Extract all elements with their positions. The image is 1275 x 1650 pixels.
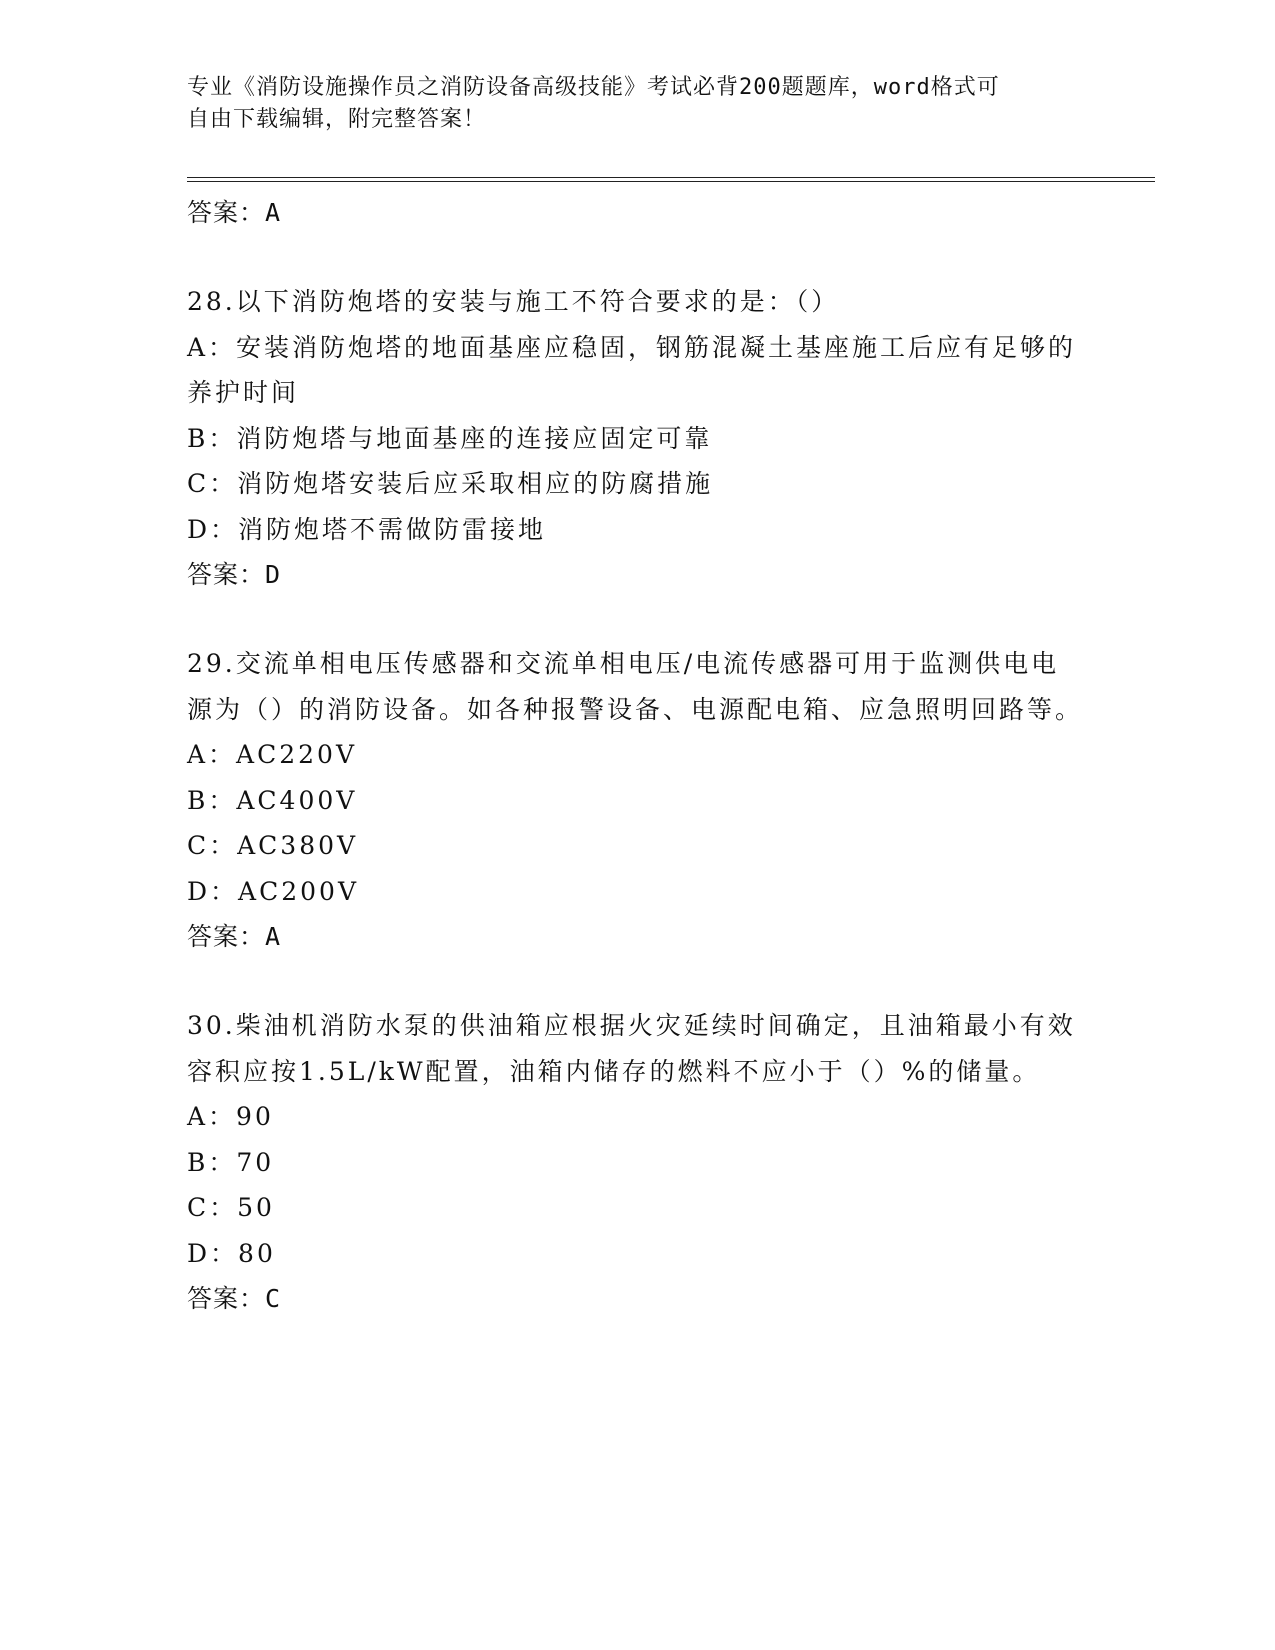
- option-b: B：消防炮塔与地面基座的连接应固定可靠: [187, 423, 713, 453]
- header-line-1: 专业《消防设施操作员之消防设备高级技能》考试必背200题题库，word格式可: [187, 75, 1000, 100]
- question-28: [187, 279, 1087, 597]
- question-text: 30.柴油机消防水泵的供油箱应根据火灾延续时间确定，且油箱最小有效容积应按1.5L/kW配置，油箱内储存的燃料不应小于（）%的储量。: [187, 1011, 1076, 1086]
- option-a: A：安装消防炮塔的地面基座应稳固，钢筋混凝土基座施工后应有足够的养护时间: [187, 332, 1077, 407]
- option-c: C：消防炮塔安装后应采取相应的防腐措施: [187, 469, 714, 498]
- question-30: [187, 1003, 1087, 1321]
- header-rule-bottom: [187, 181, 1155, 182]
- option-b: B：70: [187, 1147, 275, 1177]
- question-text: 28.以下消防炮塔的安装与施工不符合要求的是：（）: [187, 287, 840, 316]
- header-rule-top: [187, 177, 1155, 178]
- question-text: 29.交流单相电压传感器和交流单相电压/电流传感器可用于监测供电电源为（）的消防设备。如各种报警设备、电源配电箱、应急照明回路等。: [187, 649, 1084, 724]
- option-a: A：AC220V: [187, 740, 358, 769]
- header-line-2: 自由下载编辑，附完整答案！: [187, 107, 487, 132]
- previous-answer: 答案：A: [187, 198, 282, 227]
- option-d: D：80: [187, 1238, 276, 1268]
- option-c: C：50: [187, 1193, 275, 1222]
- answer: 答案：A: [187, 922, 282, 951]
- question-29: [187, 641, 1087, 959]
- option-b: B：AC400V: [187, 785, 358, 815]
- option-c: C：AC380V: [187, 831, 359, 860]
- option-d: D：消防炮塔不需做防雷接地: [187, 514, 547, 544]
- option-d: D：AC200V: [187, 876, 359, 906]
- answer: 答案：D: [187, 560, 282, 589]
- option-a: A：90: [187, 1102, 274, 1131]
- document-header: [187, 72, 1067, 136]
- document-body: [187, 190, 1087, 1365]
- answer: 答案：C: [187, 1284, 282, 1313]
